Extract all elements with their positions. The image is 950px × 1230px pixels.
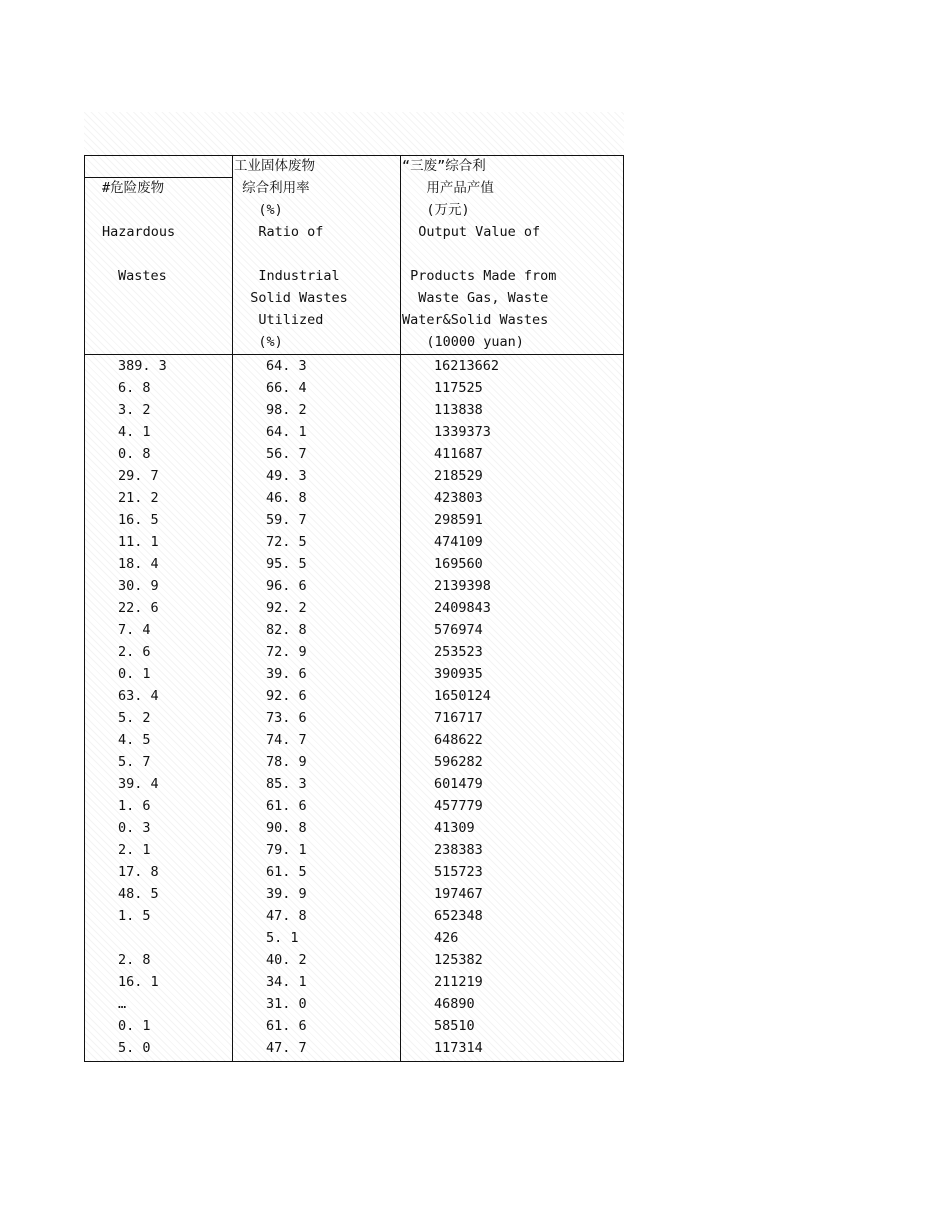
header-output-line-9: (10000 yuan) <box>402 334 524 350</box>
output-value-cell: 2139398 <box>434 578 491 594</box>
utilization-ratio-cell: 96. 6 <box>266 578 307 594</box>
output-value-cell: 125382 <box>434 952 483 968</box>
header-hazardous-zh: #危险废物 <box>102 180 165 196</box>
utilization-ratio-cell: 49. 3 <box>266 468 307 484</box>
table-row <box>84 993 624 1015</box>
table-row <box>84 707 624 729</box>
table-row <box>84 443 624 465</box>
output-value-cell: 253523 <box>434 644 483 660</box>
hazardous-wastes-cell: 30. 9 <box>118 578 159 594</box>
output-value-cell: 117525 <box>434 380 483 396</box>
utilization-ratio-cell: 78. 9 <box>266 754 307 770</box>
output-value-cell: 474109 <box>434 534 483 550</box>
table-row <box>84 575 624 597</box>
header-ratio-line-2: 综合利用率 <box>234 180 310 196</box>
utilization-ratio-cell: 90. 8 <box>266 820 307 836</box>
utilization-ratio-cell: 39. 9 <box>266 886 307 902</box>
table-row <box>84 641 624 663</box>
output-value-cell: 1339373 <box>434 424 491 440</box>
utilization-ratio-cell: 56. 7 <box>266 446 307 462</box>
table-row <box>84 663 624 685</box>
table-row <box>84 817 624 839</box>
table-row <box>84 795 624 817</box>
output-value-cell: 197467 <box>434 886 483 902</box>
table-row <box>84 861 624 883</box>
utilization-ratio-cell: 92. 2 <box>266 600 307 616</box>
table-row <box>84 971 624 993</box>
hazardous-wastes-cell: 0. 3 <box>118 820 151 836</box>
table-row <box>84 619 624 641</box>
hazardous-wastes-cell: 2. 6 <box>118 644 151 660</box>
output-value-cell: 41309 <box>434 820 475 836</box>
header-output-line-7: Waste Gas, Waste <box>402 290 549 306</box>
header-ratio-line-4: Ratio of <box>234 224 324 240</box>
hazardous-wastes-cell: 1. 5 <box>118 908 151 924</box>
hazardous-wastes-cell: 22. 6 <box>118 600 159 616</box>
utilization-ratio-cell: 31. 0 <box>266 996 307 1012</box>
output-value-cell: 2409843 <box>434 600 491 616</box>
hazardous-wastes-cell: 4. 5 <box>118 732 151 748</box>
output-value-cell: 423803 <box>434 490 483 506</box>
table-row <box>84 597 624 619</box>
table-row <box>84 509 624 531</box>
output-value-cell: 411687 <box>434 446 483 462</box>
output-value-cell: 238383 <box>434 842 483 858</box>
hazardous-wastes-cell: 63. 4 <box>118 688 159 704</box>
utilization-ratio-cell: 72. 9 <box>266 644 307 660</box>
utilization-ratio-cell: 40. 2 <box>266 952 307 968</box>
utilization-ratio-cell: 82. 8 <box>266 622 307 638</box>
hazardous-wastes-cell: 16. 1 <box>118 974 159 990</box>
table-row <box>84 487 624 509</box>
header-hatch-band <box>84 112 624 155</box>
header-output-line-4: Output Value of <box>402 224 541 240</box>
output-value-cell: 457779 <box>434 798 483 814</box>
hazardous-wastes-cell: 16. 5 <box>118 512 159 528</box>
table-row <box>84 905 624 927</box>
output-value-cell: 211219 <box>434 974 483 990</box>
hazardous-wastes-cell: 39. 4 <box>118 776 159 792</box>
utilization-ratio-cell: 61. 6 <box>266 798 307 814</box>
table-bottom-border <box>84 1061 624 1062</box>
output-value-cell: 390935 <box>434 666 483 682</box>
output-value-cell: 218529 <box>434 468 483 484</box>
utilization-ratio-cell: 61. 6 <box>266 1018 307 1034</box>
hazardous-wastes-cell: … <box>118 996 127 1012</box>
table-row <box>84 949 624 971</box>
table-row <box>84 1015 624 1037</box>
utilization-ratio-cell: 46. 8 <box>266 490 307 506</box>
header-ratio-line-1: 工业固体废物 <box>234 158 315 174</box>
output-value-cell: 576974 <box>434 622 483 638</box>
utilization-ratio-cell: 79. 1 <box>266 842 307 858</box>
hazardous-wastes-cell: 17. 8 <box>118 864 159 880</box>
hazardous-wastes-cell: 5. 0 <box>118 1040 151 1056</box>
table-row <box>84 421 624 443</box>
utilization-ratio-cell: 85. 3 <box>266 776 307 792</box>
utilization-ratio-cell: 47. 8 <box>266 908 307 924</box>
header-output-line-3: (万元) <box>402 202 470 218</box>
table-top-border <box>84 155 624 156</box>
data-table <box>84 155 624 1062</box>
table-row <box>84 399 624 421</box>
utilization-ratio-cell: 39. 6 <box>266 666 307 682</box>
header-output-line-6: Products Made from <box>402 268 557 284</box>
utilization-ratio-cell: 5. 1 <box>266 930 299 946</box>
output-value-cell: 596282 <box>434 754 483 770</box>
hazardous-wastes-cell: 18. 4 <box>118 556 159 572</box>
table-row <box>84 465 624 487</box>
output-value-cell: 648622 <box>434 732 483 748</box>
header-ratio-line-7: Solid Wastes <box>234 290 348 306</box>
utilization-ratio-cell: 92. 6 <box>266 688 307 704</box>
header-ratio-line-3: (%) <box>234 202 283 218</box>
table-row <box>84 927 624 949</box>
hazardous-wastes-cell: 11. 1 <box>118 534 159 550</box>
utilization-ratio-cell: 47. 7 <box>266 1040 307 1056</box>
output-value-cell: 46890 <box>434 996 475 1012</box>
hazardous-wastes-cell: 5. 2 <box>118 710 151 726</box>
header-ratio-line-9: (%) <box>234 334 283 350</box>
table-row <box>84 685 624 707</box>
header-ratio-line-6: Industrial <box>234 268 340 284</box>
hazardous-wastes-cell: 3. 2 <box>118 402 151 418</box>
table-row <box>84 883 624 905</box>
table-row <box>84 531 624 553</box>
output-value-cell: 58510 <box>434 1018 475 1034</box>
table-row <box>84 839 624 861</box>
utilization-ratio-cell: 66. 4 <box>266 380 307 396</box>
hazardous-wastes-cell: 7. 4 <box>118 622 151 638</box>
output-value-cell: 426 <box>434 930 459 946</box>
hazardous-wastes-cell: 0. 1 <box>118 1018 151 1034</box>
output-value-cell: 113838 <box>434 402 483 418</box>
utilization-ratio-cell: 74. 7 <box>266 732 307 748</box>
header-output-line-8: Water&Solid Wastes <box>402 312 549 328</box>
hazardous-wastes-cell: 0. 1 <box>118 666 151 682</box>
output-value-cell: 298591 <box>434 512 483 528</box>
hazardous-wastes-cell: 389. 3 <box>118 358 167 374</box>
output-value-cell: 16213662 <box>434 358 500 374</box>
table-row <box>84 751 624 773</box>
hazardous-wastes-cell: 2. 8 <box>118 952 151 968</box>
utilization-ratio-cell: 95. 5 <box>266 556 307 572</box>
header-wastes-en: Wastes <box>118 268 167 284</box>
table-row <box>84 729 624 751</box>
hazardous-wastes-cell: 6. 8 <box>118 380 151 396</box>
header-ratio-line-8: Utilized <box>234 312 324 328</box>
utilization-ratio-cell: 72. 5 <box>266 534 307 550</box>
table-row <box>84 1037 624 1059</box>
table-row <box>84 553 624 575</box>
utilization-ratio-cell: 34. 1 <box>266 974 307 990</box>
output-value-cell: 169560 <box>434 556 483 572</box>
utilization-ratio-cell: 61. 5 <box>266 864 307 880</box>
output-value-cell: 117314 <box>434 1040 483 1056</box>
table-row <box>84 773 624 795</box>
table-row <box>84 355 624 377</box>
output-value-cell: 515723 <box>434 864 483 880</box>
hazardous-wastes-cell: 1. 6 <box>118 798 151 814</box>
header-hazardous-en: Hazardous <box>102 224 176 240</box>
utilization-ratio-cell: 98. 2 <box>266 402 307 418</box>
hazardous-wastes-cell: 21. 2 <box>118 490 159 506</box>
output-value-cell: 1650124 <box>434 688 491 704</box>
table-row <box>84 377 624 399</box>
hazardous-wastes-cell: 4. 1 <box>118 424 151 440</box>
hazardous-wastes-cell: 29. 7 <box>118 468 159 484</box>
output-value-cell: 652348 <box>434 908 483 924</box>
hazardous-wastes-cell: 2. 1 <box>118 842 151 858</box>
hazardous-wastes-cell: 0. 8 <box>118 446 151 462</box>
utilization-ratio-cell: 59. 7 <box>266 512 307 528</box>
hazardous-wastes-cell: 48. 5 <box>118 886 159 902</box>
utilization-ratio-cell: 73. 6 <box>266 710 307 726</box>
output-value-cell: 716717 <box>434 710 483 726</box>
utilization-ratio-cell: 64. 1 <box>266 424 307 440</box>
header-output-line-1: “三废”综合利 <box>402 158 486 174</box>
hazardous-wastes-cell: 5. 7 <box>118 754 151 770</box>
output-value-cell: 601479 <box>434 776 483 792</box>
header-output-line-2: 用产品产值 <box>402 180 494 196</box>
utilization-ratio-cell: 64. 3 <box>266 358 307 374</box>
